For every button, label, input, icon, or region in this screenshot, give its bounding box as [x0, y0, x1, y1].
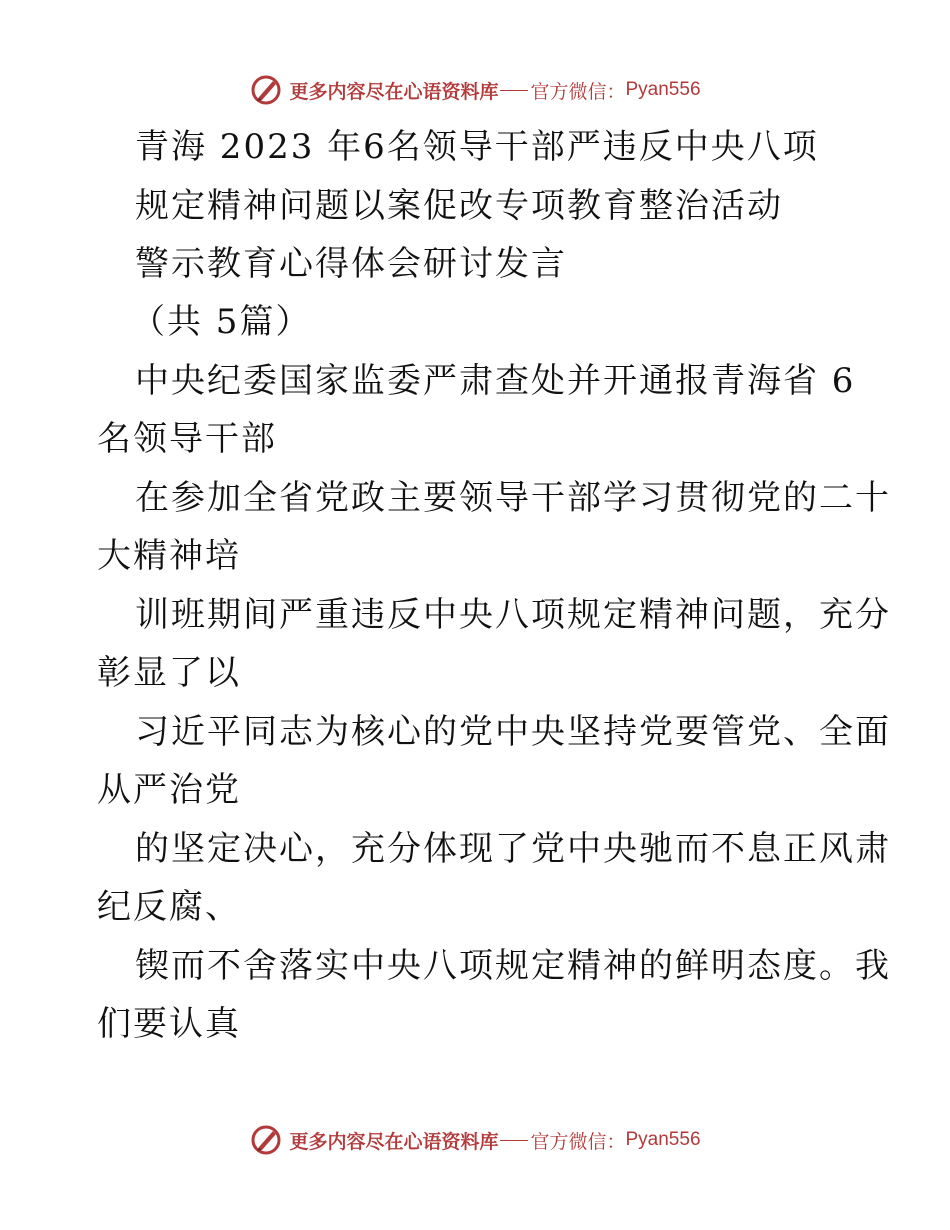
count-note: （共 5篇）: [131, 302, 312, 342]
body-line: 在参加全省党政主要领导干部学习贯彻党的二十: [135, 478, 891, 518]
quill-pen-icon: [249, 73, 283, 107]
watermark-wechat-id: Pyan556: [625, 1129, 701, 1150]
body-line: 从严治党: [97, 770, 241, 810]
watermark-dash: [500, 1140, 528, 1141]
body-line: 锲而不舍落实中央八项规定精神的鲜明态度。我: [135, 946, 891, 986]
body-line: 彰显了以: [97, 653, 241, 693]
watermark-site-text: 更多内容尽在心语资料库: [289, 1130, 499, 1153]
watermark-wechat-label: 官方微信：: [530, 1130, 626, 1153]
body-line: 的坚定决心，充分体现了党中央驰而不息正风肃: [135, 829, 891, 869]
title-line-1: 青海 2023 年6名领导干部严违反中央八项: [135, 127, 819, 167]
quill-pen-icon: [249, 1123, 283, 1157]
watermark-dash: [500, 90, 528, 91]
body-line: 大精神培: [97, 536, 241, 576]
body-line: 纪反腐、: [97, 887, 241, 927]
header-watermark: [0, 70, 950, 110]
body-line: 们要认真: [97, 1004, 241, 1044]
body-line: 习近平同志为核心的党中央坚持党要管党、全面: [135, 712, 891, 752]
body-line: 中央纪委国家监委严肃查处并开通报青海省 6: [135, 361, 856, 401]
body-line: 训班期间严重违反中央八项规定精神问题，充分: [135, 595, 891, 635]
watermark-wechat-id: Pyan556: [625, 79, 701, 100]
watermark-site-text: 更多内容尽在心语资料库: [289, 80, 499, 103]
footer-watermark: [0, 1120, 950, 1160]
body-line: 名领导干部: [97, 419, 277, 459]
watermark-wechat-label: 官方微信：: [530, 80, 626, 103]
title-line-3: 警示教育心得体会研讨发言: [135, 244, 567, 284]
title-line-2: 规定精神问题以案促改专项教育整治活动: [135, 186, 783, 226]
